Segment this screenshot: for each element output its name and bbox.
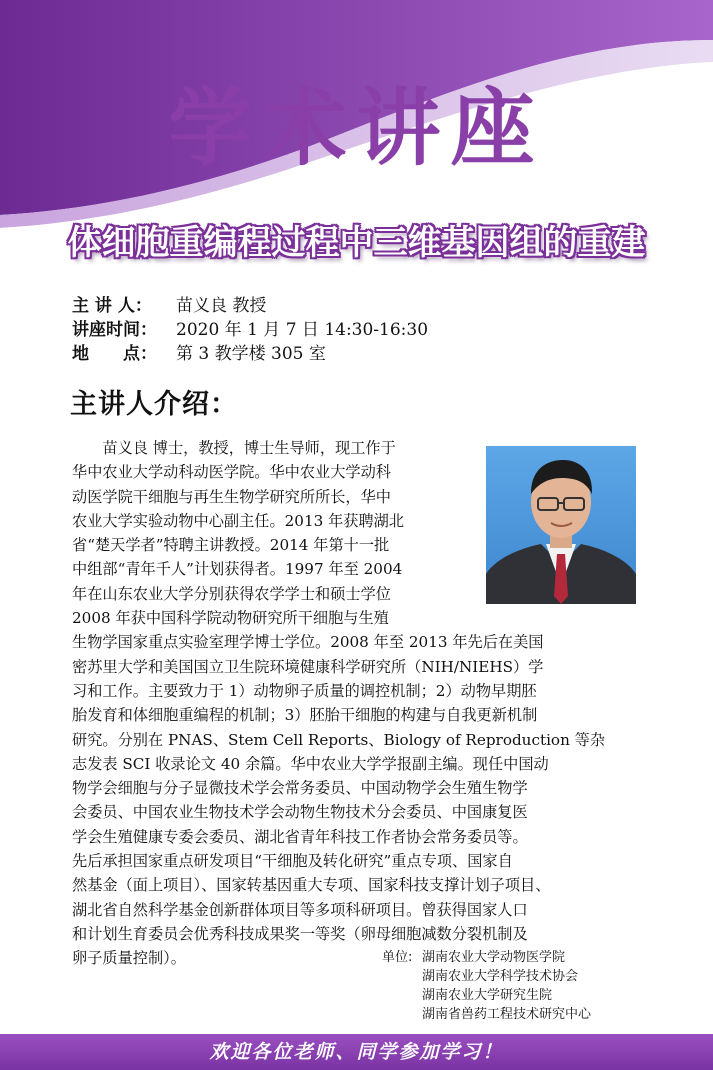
organizer-item: 湖南农业大学科学技术协会: [422, 969, 579, 984]
bio-line: 农业大学实验动物中心副主任。2013 年获聘湖北: [72, 511, 405, 530]
organizer-item: 湖南农业大学研究生院: [422, 988, 553, 1003]
intro-heading: 主讲人介绍：: [70, 389, 238, 420]
bio-line: 湖北省自然科学基金创新群体项目等多项科研项目。曾获得国家人口: [72, 900, 528, 919]
time-label: 讲座时间：: [72, 320, 157, 340]
organizer-item: 湖南省兽药工程技术研究中心: [422, 1007, 592, 1022]
bio-line: 2008 年获中国科学院动物研究所干细胞与生殖: [72, 609, 389, 628]
speaker-label: 主 讲 人：: [72, 296, 152, 316]
bio-line: 生物学国家重点实验室理学博士学位。2008 年至 2013 年先后在美国: [72, 633, 544, 652]
page-title: 学术讲座: [168, 79, 545, 177]
lecture-info: [72, 294, 428, 366]
bio-line: 卵子质量控制）。: [72, 949, 186, 968]
bio-line: 志发表 SCI 收录论文 40 余篇。华中农业大学学报副主编。现任中国动: [72, 754, 549, 773]
bio-line: 胎发育和体细胞重编程的机制；3）胚胎干细胞的构建与自我更新机制: [72, 706, 538, 725]
bio-line: 然基金（面上项目）、国家转基因重大专项、国家科技支撑计划子项目、: [72, 876, 551, 895]
organizer-row: [382, 967, 591, 986]
bio-line: 学会生殖健康专委会委员、湖北省青年科技工作者协会常务委员等。: [72, 827, 528, 846]
time-row: [72, 318, 428, 342]
place-label: 地 点：: [72, 344, 157, 364]
place-value: 第 3 教学楼 305 室: [176, 344, 326, 364]
bio-wide-block: [72, 630, 652, 970]
bio-line: 先后承担国家重点研发项目“干细胞及转化研究”重点专项、国家自: [72, 852, 513, 871]
bio-line: 动医学院干细胞与再生生物学研究所所长，华中: [72, 487, 391, 506]
bio-line: 华中农业大学动科动医学院。华中农业大学动科: [72, 463, 391, 482]
organizer-label: 单位:: [382, 950, 413, 965]
bio-narrow-block: [72, 436, 476, 630]
bio-line: 密苏里大学和美国国立卫生院环境健康科学研究所（NIH/NIEHS）学: [72, 657, 544, 676]
bio-line: 物学会细胞与分子显微技术学会常务委员、中国动物学会生殖生物学: [72, 779, 528, 798]
bio-line: 会委员、中国农业生物技术学会动物生物技术分会委员、中国康复医: [72, 803, 528, 822]
time-value: 2020 年 1 月 7 日 14:30-16:30: [176, 320, 429, 340]
welcome-text: 欢迎各位老师、同学参加学习！: [209, 1041, 504, 1063]
organizer-row: [382, 986, 591, 1005]
speaker-bio: [72, 436, 652, 971]
bio-line: 年在山东农业大学分别获得农学学士和硕士学位: [72, 584, 391, 603]
bio-line: 和计划生育委员会优秀科技成果奖一等奖（卵母细胞减数分裂机制及: [72, 924, 528, 943]
footer-banner: [0, 1034, 713, 1070]
speaker-value: 苗义良 教授: [176, 296, 267, 316]
bio-line: 研究。分别在 PNAS、Stem Cell Reports、Biology of Reproduction 等杂: [72, 730, 606, 749]
organizer-item: 湖南农业大学动物医学院: [422, 950, 566, 965]
organizers: [382, 948, 591, 1024]
bio-line: 中组部“青年千人”计划获得者。1997 年至 2004: [72, 560, 403, 579]
lecture-topic: 体细胞重编程过程中三维基因组的重建: [67, 223, 646, 263]
place-row: [72, 342, 428, 366]
bio-line: 苗义良 博士，教授，博士生导师，现工作于: [72, 439, 396, 457]
speaker-row: [72, 294, 428, 318]
organizer-row: [382, 1005, 591, 1024]
bio-line: 习和工作。主要致力于 1）动物卵子质量的调控机制；2）动物早期胚: [72, 681, 537, 700]
bio-line: 省“楚天学者”特聘主讲教授。2014 年第十一批: [72, 536, 390, 555]
organizer-row: [382, 948, 591, 967]
